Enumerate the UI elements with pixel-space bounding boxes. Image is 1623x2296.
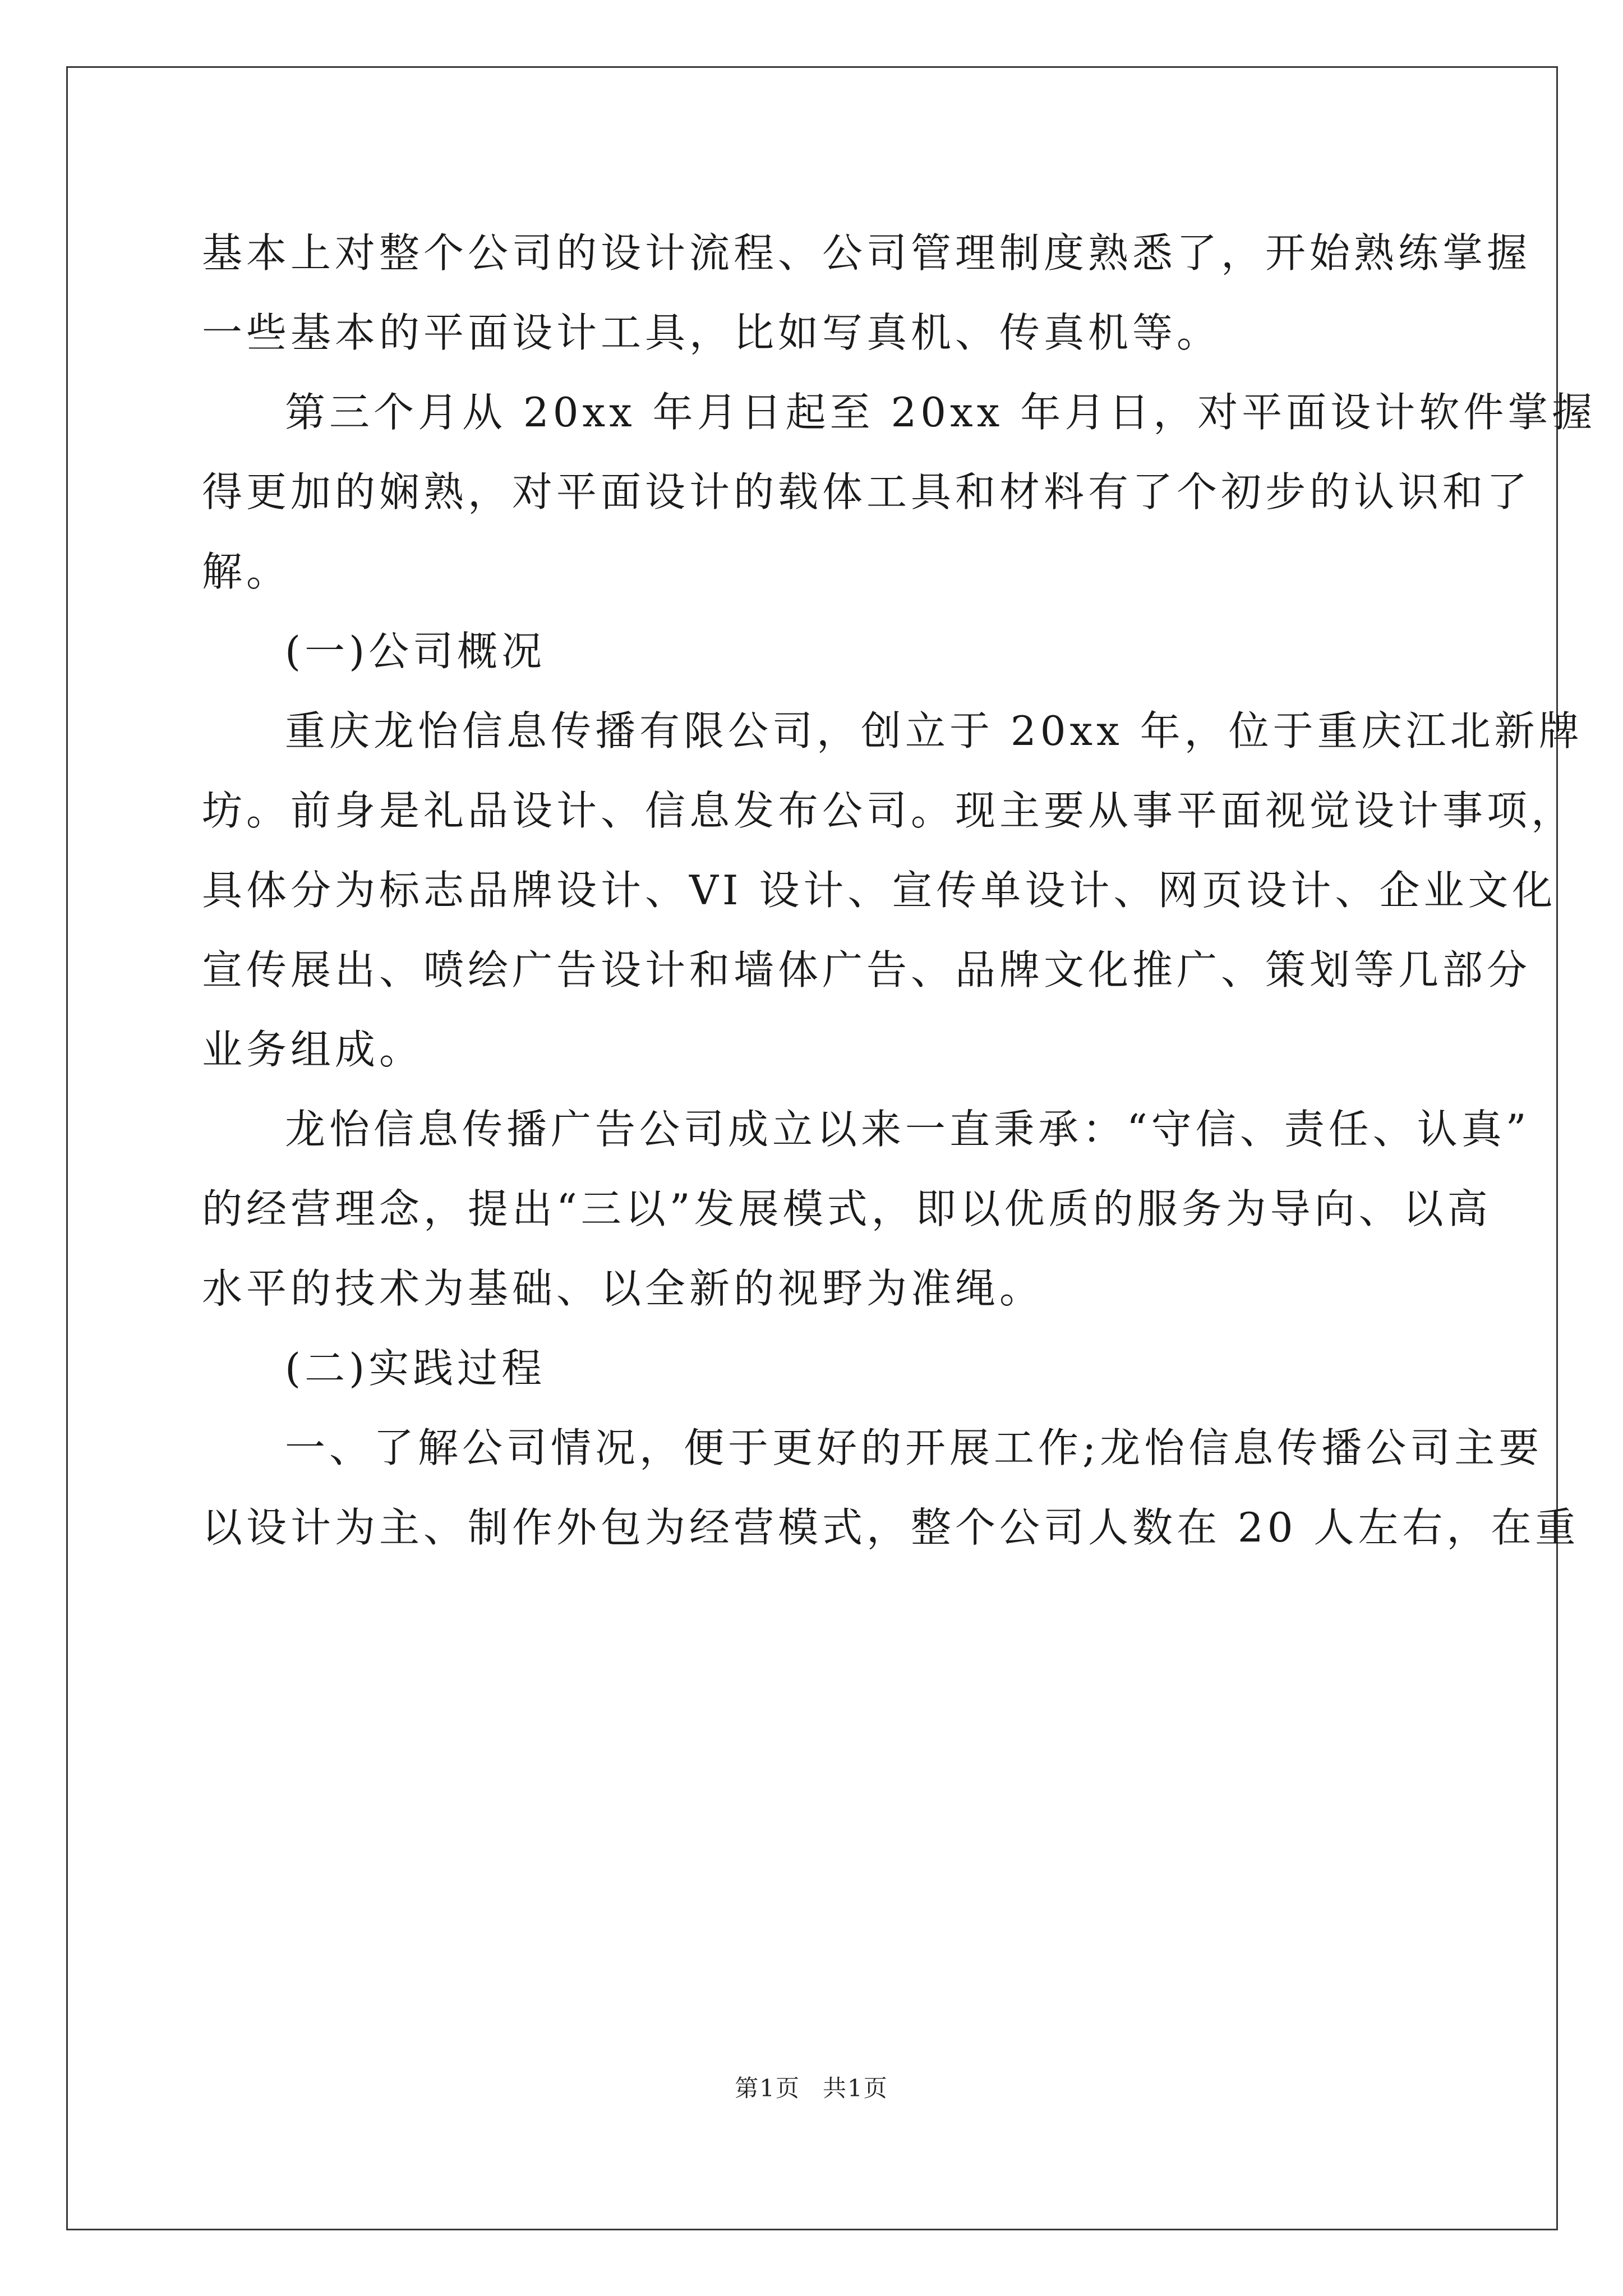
paragraph-start: 第三个月从 20xx 年月日起至 20xx 年月日，对平面设计软件掌握 <box>285 389 1597 436</box>
text-line: 基本上对整个公司的设计流程、公司管理制度熟悉了，开始熟练掌握 <box>202 229 1532 277</box>
document-body <box>202 213 1597 1567</box>
text-line: 以设计为主、制作外包为经营模式，整个公司人数在 20 人左右，在重 <box>202 1504 1580 1551</box>
text-line: 解。 <box>202 548 291 595</box>
paragraph-start: 重庆龙怡信息传播有限公司，创立于 20xx 年，位于重庆江北新牌 <box>285 707 1583 754</box>
text-line: 水平的技术为基础、以全新的视野为准绳。 <box>202 1265 1044 1312</box>
text-line: 的经营理念，提出“三以”发展模式，即以优质的服务为导向、以高 <box>202 1185 1492 1232</box>
page-total: 共1页 <box>823 2074 888 2102</box>
text-line: 坊。前身是礼品设计、信息发布公司。现主要从事平面视觉设计事项， <box>202 787 1576 834</box>
text-line: 具体分为标志品牌设计、VI 设计、宣传单设计、网页设计、企业文化 <box>202 867 1557 914</box>
page-footer <box>0 2070 1623 2104</box>
paragraph-start: 龙怡信息传播广告公司成立以来一直秉承：“守信、责任、认真” <box>285 1106 1530 1153</box>
text-line: 业务组成。 <box>202 1026 424 1073</box>
paragraph-start: 一、了解公司情况，便于更好的开展工作;龙怡信息传播公司主要 <box>285 1424 1543 1471</box>
section-heading: (一)公司概况 <box>285 628 546 675</box>
text-line: 宣传展出、喷绘广告设计和墙体广告、品牌文化推广、策划等几部分 <box>202 946 1532 993</box>
section-heading: (二)实践过程 <box>285 1345 546 1392</box>
text-line: 得更加的娴熟，对平面设计的载体工具和材料有了个初步的认识和了 <box>202 468 1532 516</box>
page-number: 第1页 <box>735 2074 800 2102</box>
text-line: 一些基本的平面设计工具，比如写真机、传真机等。 <box>202 309 1221 356</box>
